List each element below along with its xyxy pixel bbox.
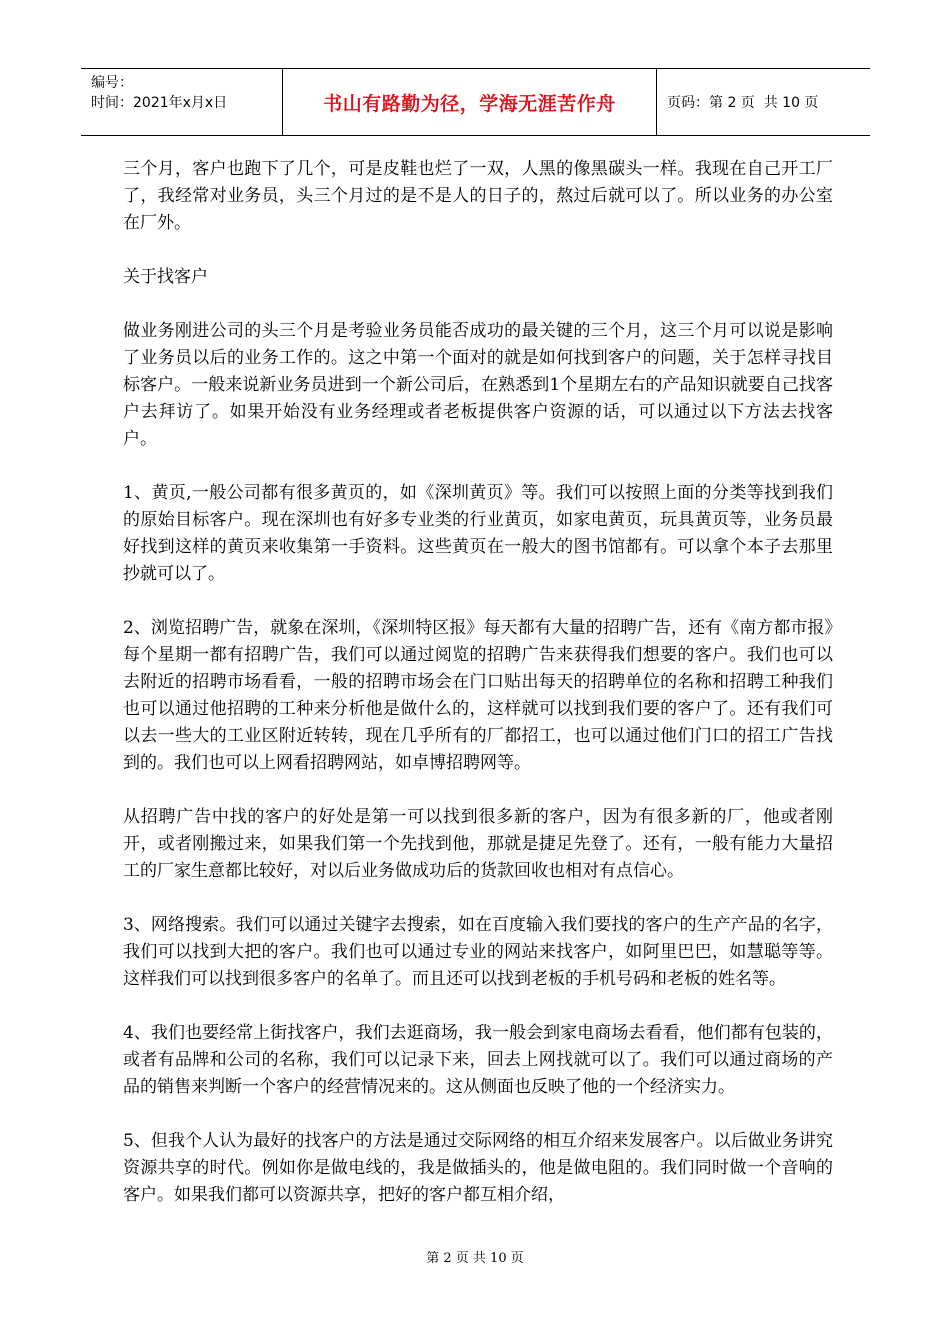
motto-text: 书山有路勤为径，学海无涯苦作舟 xyxy=(323,92,616,115)
time-label: 时间：2021年x月x日 xyxy=(91,95,228,111)
page-footer: 第 2 页 共 10 页 xyxy=(426,1251,524,1266)
paragraph: 3、网络搜索。我们可以通过关键字去搜索，如在百度输入我们要找的客户的生产产品的名字，我们可以找到大把的客户。我们也可以通过专业的网站来找客户，如阿里巴巴，如慧聪等等。这样我们可以找到很多客户的名单了。而且还可以找到老板的手机号码和老板的姓名等。 xyxy=(123,915,833,989)
paragraph: 2、浏览招聘广告，就象在深圳，《深圳特区报》每天都有大量的招聘广告，还有《南方都市报》每个星期一都有招聘广告，我们可以通过阅览的招聘广告来获得我们想要的客户。我们也可以去附近的招聘市场看看，一般的招聘市场会在门口贴出每天的招聘单位的名称和招聘工种我们也可以通过他招聘的工种来分析他是做什么的，这样就可以找到我们要的客户了。还有我们可以去一些大的工业区附近转转，现在几乎所有的厂都招工，也可以通过他们门口的招工广告找到的。我们也可以上网看招聘网站，如卓博招聘网等。 xyxy=(123,618,833,773)
header-motto-cell xyxy=(282,69,657,135)
paragraph: 做业务刚进公司的头三个月是考验业务员能否成功的最关键的三个月，这三个月可以说是影响了业务员以后的业务工作的。这之中第一个面对的就是如何找到客户的问题，关于怎样寻找目标客户。一般来说新业务员进到一个新公司后，在熟悉到1个星期左右的产品知识就要自己找客户去拜访了。如果开始没有业务经理或者老板提供客户资源的话，可以通过以下方法去找客户。 xyxy=(123,321,833,449)
paragraph: 1、黄页,一般公司都有很多黄页的，如《深圳黄页》等。我们可以按照上面的分类等找到我们的原始目标客户。现在深圳也有好多专业类的行业黄页，如家电黄页，玩具黄页等，业务员最好找到这样的黄页来收集第一手资料。这些黄页在一般大的图书馆都有。可以拿个本子去那里抄就可以了。 xyxy=(123,483,833,584)
doc-number-label: 编号： xyxy=(91,75,133,91)
section-heading: 关于找客户 xyxy=(123,267,208,287)
paragraph: 4、我们也要经常上街找客户，我们去逛商场，我一般会到家电商场去看看，他们都有包装的，或者有品牌和公司的名称，我们可以记录下来，回去上网找就可以了。我们可以通过商场的产品的销售来判断一个客户的经营情况来的。这从侧面也反映了他的一个经济实力。 xyxy=(123,1023,833,1097)
header-meta xyxy=(81,69,282,135)
page-header xyxy=(81,68,870,136)
page-indicator: 页码：第 2 页 共 10 页 xyxy=(667,95,819,111)
document-body xyxy=(123,156,833,1236)
paragraph: 5、但我个人认为最好的找客户的方法是通过交际网络的相互介绍来发展客户。以后做业务讲究资源共享的时代。例如你是做电线的，我是做插头的，他是做电阻的。我们同时做一个音响的客户。如果我们都可以资源共享，把好的客户都互相介绍， xyxy=(123,1131,833,1205)
paragraph: 三个月，客户也跑下了几个，可是皮鞋也烂了一双，人黑的像黑碳头一样。我现在自己开工厂了，我经常对业务员，头三个月过的是不是人的日子的，熬过后就可以了。所以业务的办公室在厂外。 xyxy=(123,159,833,233)
paragraph: 从招聘广告中找的客户的好处是第一可以找到很多新的客户，因为有很多新的厂，他或者刚开，或者刚搬过来，如果我们第一个先找到他，那就是捷足先登了。还有，一般有能力大量招工的厂家生意都比较好，对以后业务做成功后的货款回收也相对有点信心。 xyxy=(123,807,833,881)
